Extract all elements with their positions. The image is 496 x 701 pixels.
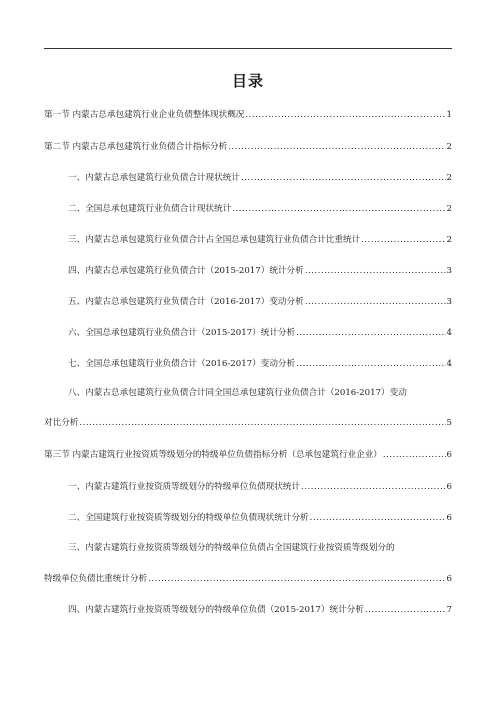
toc-entry-3-4[interactable] xyxy=(68,605,452,616)
page-title: 目录 xyxy=(231,72,264,90)
toc-entry-2-8[interactable] xyxy=(44,418,452,429)
toc-leader-dots xyxy=(310,513,446,524)
toc-entry-text: 七、全国总承包建筑行业负债合计（2016-2017）变动分析 xyxy=(68,359,296,369)
toc-entry-text: 五、内蒙古总承包建筑行业负债合计（2016-2017）变动分析 xyxy=(68,297,304,307)
toc-page-number: 1 xyxy=(446,110,452,120)
toc-leader-dots xyxy=(79,418,445,429)
toc-entry-2-6[interactable] xyxy=(68,328,452,339)
toc-entry-3-3-line1[interactable]: 三、内蒙古建筑行业按资质等级划分的特级单位负债占全国建筑行业按资质等级划分的 xyxy=(68,543,395,553)
toc-entry-2-8-line1[interactable]: 八、内蒙古总承包建筑行业负债合计同全国总承包建筑行业负债合计（2016-2017）变动 xyxy=(68,388,407,398)
toc-leader-dots xyxy=(232,204,445,215)
toc-page-number: 2 xyxy=(446,235,452,245)
toc-page-number: 4 xyxy=(446,328,452,338)
toc-entry-2-1[interactable] xyxy=(68,173,452,184)
toc-entry-text: 四、内蒙古建筑行业按资质等级划分的特级单位负债（2015-2017）统计分析 xyxy=(68,605,364,615)
toc-entry-section-2[interactable] xyxy=(44,142,452,153)
toc-leader-dots xyxy=(365,605,446,616)
toc-page-number: 6 xyxy=(446,482,452,492)
toc-page-number: 4 xyxy=(446,359,452,369)
toc-entry-text: 第三节 内蒙古建筑行业按资质等级划分的特级单位负债指标分析（总承包建筑行业企业） xyxy=(44,450,382,460)
toc-leader-dots xyxy=(228,142,445,153)
toc-leader-dots xyxy=(296,328,445,339)
toc-entry-text: 二、全国总承包建筑行业负债合计现状统计 xyxy=(68,204,232,214)
toc-entry-text: 三、内蒙古总承包建筑行业负债合计占全国总承包建筑行业负债合计比重统计 xyxy=(68,235,361,245)
toc-entry-2-3[interactable] xyxy=(68,235,452,246)
toc-page-number: 3 xyxy=(446,297,452,307)
toc-entry-2-4[interactable] xyxy=(68,266,452,277)
toc-entry-2-2[interactable] xyxy=(68,204,452,215)
toc-leader-dots xyxy=(383,450,446,461)
toc-leader-dots xyxy=(305,297,446,308)
toc-leader-dots xyxy=(301,482,445,493)
toc-page-number: 2 xyxy=(446,204,452,214)
toc-entry-text: 四、内蒙古总承包建筑行业负债合计（2015-2017）统计分析 xyxy=(68,266,304,276)
toc-entry-3-2[interactable] xyxy=(68,513,452,524)
toc-page-number: 2 xyxy=(446,142,452,152)
toc-entry-2-7[interactable] xyxy=(68,359,452,370)
header-rule xyxy=(44,48,452,49)
toc-page-number: 5 xyxy=(446,418,452,428)
toc-entry-3-3[interactable] xyxy=(44,574,452,585)
toc-entry-2-5[interactable] xyxy=(68,297,452,308)
toc-entry-text: 二、全国建筑行业按资质等级划分的特级单位负债现状统计分析 xyxy=(68,513,309,523)
toc-page-number: 6 xyxy=(446,513,452,523)
toc-leader-dots xyxy=(245,110,445,121)
toc-entry-text: 一、内蒙古总承包建筑行业负债合计现状统计 xyxy=(68,173,240,183)
toc-leader-dots xyxy=(361,235,445,246)
toc-leader-dots xyxy=(305,266,446,277)
toc-entry-3-1[interactable] xyxy=(68,482,452,493)
toc-page-number: 7 xyxy=(446,605,452,615)
toc-page-number: 2 xyxy=(446,173,452,183)
toc-entry-text: 六、全国总承包建筑行业负债合计（2015-2017）统计分析 xyxy=(68,328,296,338)
toc-leader-dots xyxy=(148,574,445,585)
toc-page-number: 6 xyxy=(446,574,452,584)
toc-entry-text: 第一节 内蒙古总承包建筑行业企业负债整体现状概况 xyxy=(44,110,245,120)
toc-entry-section-1[interactable] xyxy=(44,110,452,121)
toc-entry-text: 一、内蒙古建筑行业按资质等级划分的特级单位负债现状统计 xyxy=(68,482,301,492)
toc-entry-text: 对比分析 xyxy=(44,418,79,428)
toc-entry-text: 特级单位负债比重统计分析 xyxy=(44,574,148,584)
toc-page-number: 6 xyxy=(446,450,452,460)
toc-entry-section-3[interactable] xyxy=(44,450,452,461)
toc-entry-text: 第二节 内蒙古总承包建筑行业负债合计指标分析 xyxy=(44,142,228,152)
toc-leader-dots xyxy=(241,173,446,184)
toc-page-number: 3 xyxy=(446,266,452,276)
toc-leader-dots xyxy=(296,359,445,370)
